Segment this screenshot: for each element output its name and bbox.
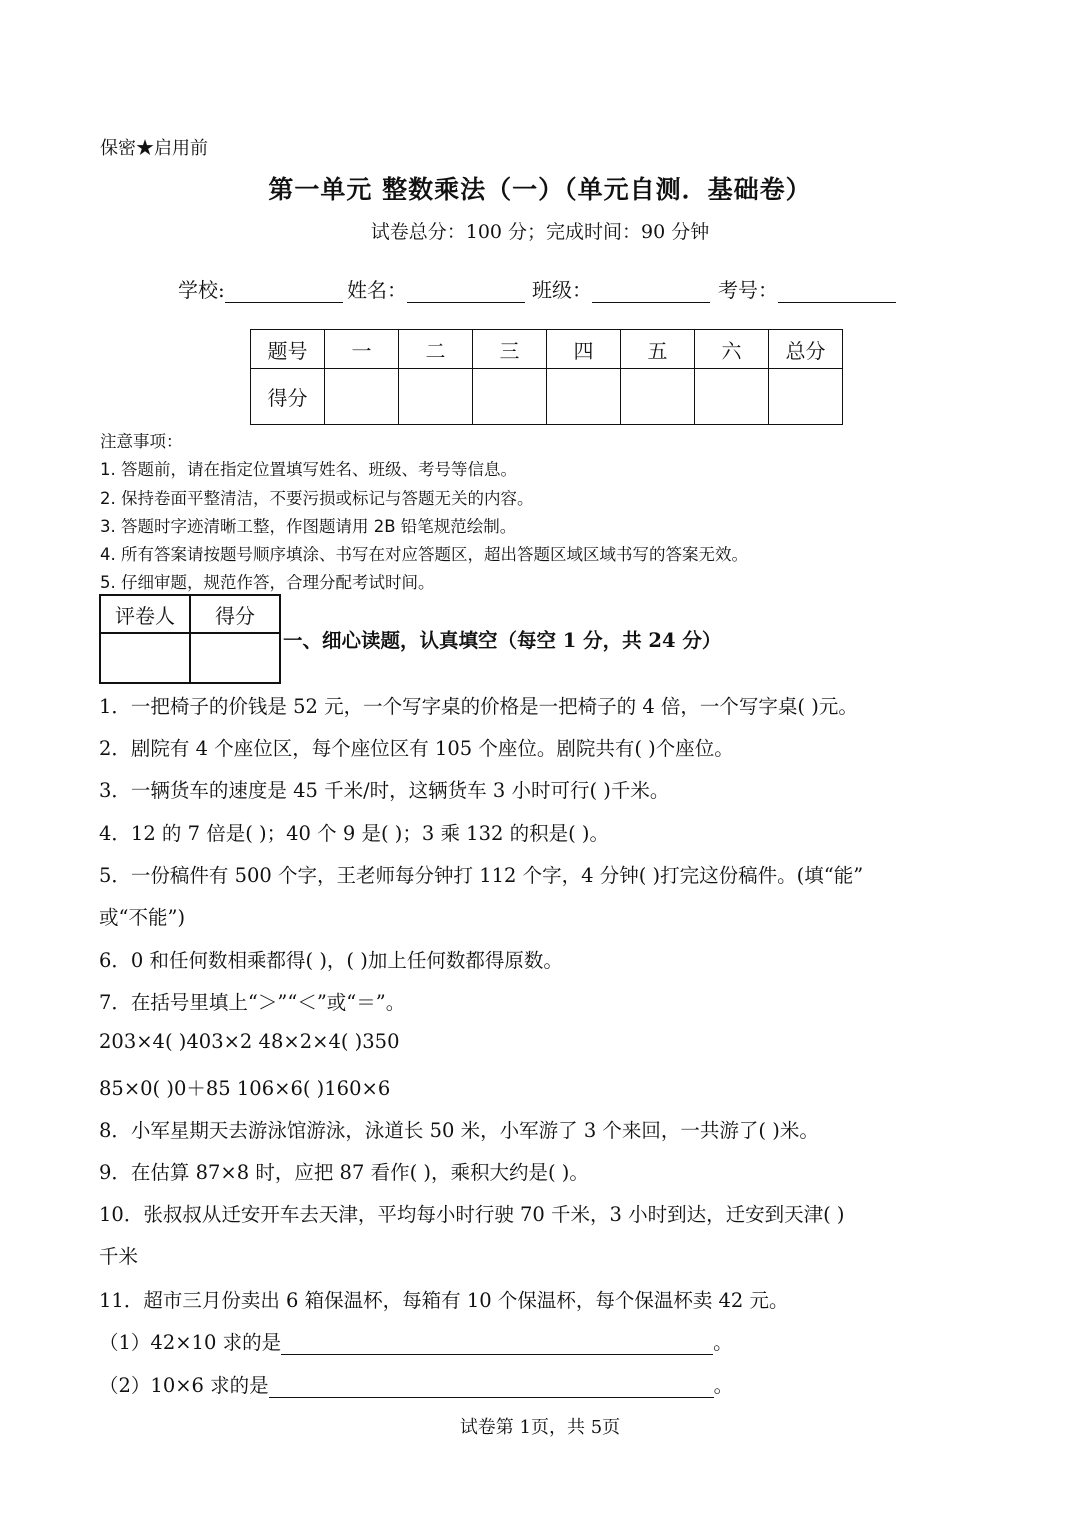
score-header-cell: 三 <box>473 330 547 369</box>
name-label: 姓名： <box>347 278 407 302</box>
note-item: 2. 保持卷面平整清洁，不要污损或标记与答题无关的内容。 <box>100 488 534 508</box>
question-11: 11．超市三月份卖出 6 箱保温杯，每箱有 10 个保温杯，每个保温杯卖 42 元。 <box>99 1289 789 1312</box>
subquestion-2-prefix: （2）10×6 求的是 <box>99 1374 269 1397</box>
score-header-cell: 题号 <box>251 330 325 369</box>
subquestion-1-prefix: （1）42×10 求的是 <box>99 1331 282 1354</box>
grader-label: 评卷人 <box>100 595 190 633</box>
question-6: 6．0 和任何数相乘都得( )，( )加上任何数都得原数。 <box>99 949 563 972</box>
score-cell[interactable] <box>769 369 843 425</box>
question-9: 9．在估算 87×8 时，应把 87 看作( )，乘积大约是( )。 <box>99 1161 589 1184</box>
grader-cell[interactable] <box>100 633 190 683</box>
exam-no-field <box>718 274 896 303</box>
question-5: 5．一份稿件有 500 个字，王老师每分钟打 112 个字，4 分钟( )打完这份稿件。(填“能” <box>99 864 864 887</box>
question-2: 2．剧院有 4 个座位区，每个座位区有 105 个座位。剧院共有( )个座位。 <box>99 737 734 760</box>
question-10: 10．张叔叔从迁安开车去天津，平均每小时行驶 70 千米，3 小时到达，迁安到天津( ) <box>99 1203 845 1226</box>
score-header-cell: 总分 <box>769 330 843 369</box>
score-header-cell: 二 <box>399 330 473 369</box>
question-8: 8．小军星期天去游泳馆游泳，泳道长 50 米，小军游了 3 个来回，一共游了( )米。 <box>99 1119 819 1142</box>
class-label: 班级： <box>532 278 592 302</box>
note-item: 1. 答题前，请在指定位置填写姓名、班级、考号等信息。 <box>100 460 517 480</box>
question-3: 3．一辆货车的速度是 45 千米/时，这辆货车 3 小时可行( )千米。 <box>99 779 670 802</box>
notes-heading: 注意事项： <box>100 432 183 451</box>
grader-table <box>99 594 281 684</box>
note-item: 3. 答题时字迹清晰工整，作图题请用 2B 铅笔规范绘制。 <box>100 516 517 536</box>
name-blank <box>407 280 525 303</box>
question-1: 1．一把椅子的价钱是 52 元，一个写字桌的价格是一把椅子的 4 倍，一个写字桌( )元。 <box>99 695 858 718</box>
score-row-label: 得分 <box>251 369 325 425</box>
score-header-cell: 六 <box>695 330 769 369</box>
score-cell[interactable] <box>473 369 547 425</box>
grader-score-cell[interactable] <box>190 633 280 683</box>
exam-no-label: 考号： <box>718 278 778 302</box>
class-field <box>532 274 710 303</box>
question-10-continued: 千米 <box>99 1245 139 1268</box>
section-heading: 一、细心读题，认真填空（每空 1 分，共 24 分） <box>283 629 722 652</box>
class-blank <box>592 280 710 303</box>
page-number: 试卷第 1页，共 5页 <box>459 1417 621 1438</box>
school-field <box>178 274 343 303</box>
score-table <box>250 329 843 425</box>
question-7-row-1: 203×4( )403×2 48×2×4( )350 <box>99 1030 400 1053</box>
exam-no-blank <box>778 280 896 303</box>
note-item: 5. 仔细审题，规范作答，合理分配考试时间。 <box>100 573 435 593</box>
subquestion-1-suffix: 。 <box>713 1331 733 1354</box>
exam-subtitle: 试卷总分：100 分；完成时间：90 分钟 <box>370 221 710 243</box>
notes-block <box>100 428 748 598</box>
subquestion-2-answer-line[interactable] <box>269 1375 714 1398</box>
score-header-cell: 一 <box>325 330 399 369</box>
subquestion-1 <box>99 1327 733 1355</box>
score-cell[interactable] <box>325 369 399 425</box>
score-cell[interactable] <box>547 369 621 425</box>
score-cell[interactable] <box>621 369 695 425</box>
note-item: 4. 所有答案请按题号顺序填涂、书写在对应答题区，超出答题区域区域书写的答案无效。 <box>100 545 748 565</box>
score-header-cell: 四 <box>547 330 621 369</box>
subquestion-2 <box>99 1370 733 1398</box>
school-label: 学校: <box>178 278 225 302</box>
confidential-label: 保密★启用前 <box>100 138 208 159</box>
score-header-cell: 五 <box>621 330 695 369</box>
name-field <box>347 274 525 303</box>
exam-title: 第一单元 整数乘法（一）（单元自测．基础卷） <box>268 175 812 204</box>
question-7: 7．在括号里填上“＞”“＜”或“＝”。 <box>99 991 406 1014</box>
subquestion-1-answer-line[interactable] <box>281 1332 713 1355</box>
subquestion-2-suffix: 。 <box>713 1374 734 1397</box>
score-cell[interactable] <box>695 369 769 425</box>
question-4: 4．12 的 7 倍是( )；40 个 9 是( )；3 乘 132 的积是( )。 <box>99 822 609 845</box>
question-7-row-2: 85×0( )0＋85 106×6( )160×6 <box>99 1077 391 1100</box>
score-cell[interactable] <box>399 369 473 425</box>
grader-score-label: 得分 <box>190 595 280 633</box>
school-blank <box>225 280 343 303</box>
question-5-continued: 或“不能”) <box>99 906 186 929</box>
